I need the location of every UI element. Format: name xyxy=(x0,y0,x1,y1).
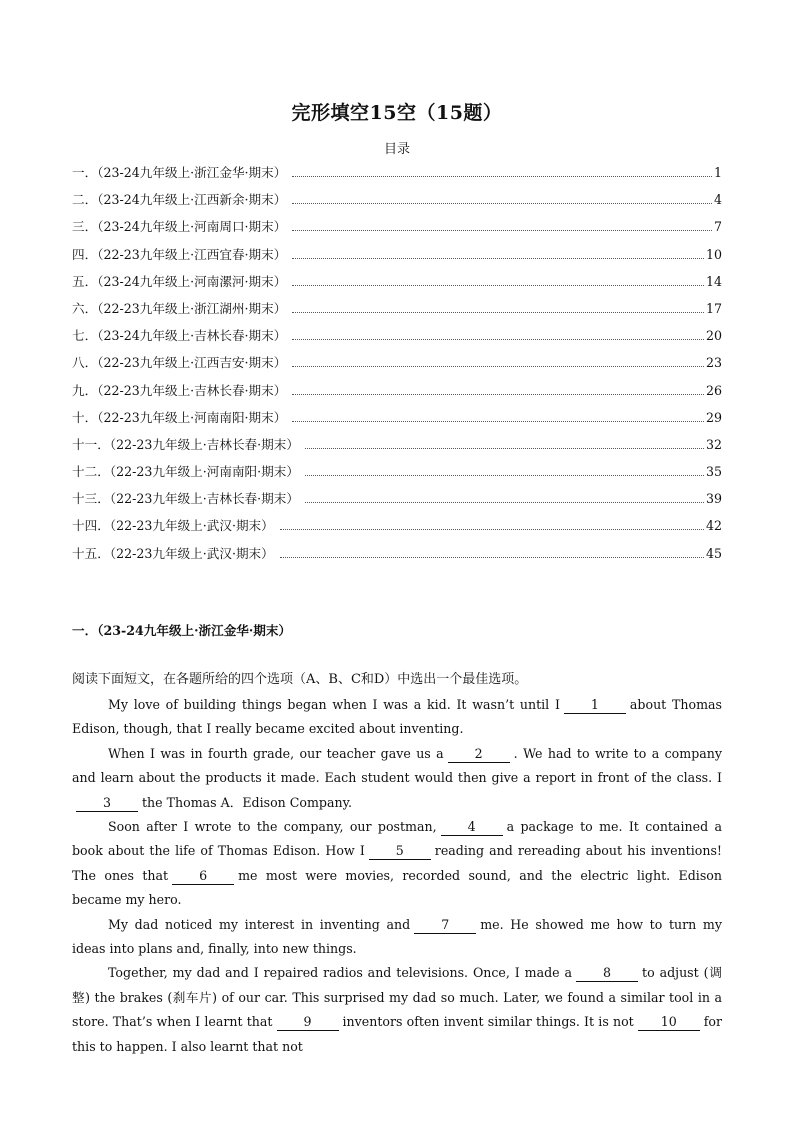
passage-paragraph xyxy=(72,693,722,742)
passage-text: When I was in fourth grade, our teacher gave us a xyxy=(108,745,444,761)
toc-entry-page: 35 xyxy=(705,464,722,480)
toc-entry-page: 45 xyxy=(705,545,722,561)
toc-leader-dots xyxy=(292,285,704,286)
page-title: 完形填空15空（15题） xyxy=(291,102,503,124)
cloze-passage xyxy=(72,693,722,1059)
passage-text: me. He showed me how to turn my ideas into plans and, finally, into new things. xyxy=(72,916,722,957)
passage-text: to adjust (调整) the brakes (刹车片) of our car. This surprised my dad so much. Later, we found a similar tool in a store. That’s when I learnt that xyxy=(72,965,722,1030)
toc-entry-page: 20 xyxy=(705,328,722,344)
toc-entry[interactable] xyxy=(72,515,722,542)
toc-entry[interactable] xyxy=(72,488,722,515)
toc-entry-label: 六．（22-23九年级上·浙江湖州·期末） xyxy=(72,300,287,316)
toc-entry-label: 十五．（22-23九年级上·武汉·期末） xyxy=(72,545,274,561)
toc-entry-page: 7 xyxy=(713,219,722,235)
cloze-blank[interactable]: 8 xyxy=(576,965,638,982)
toc-entry[interactable] xyxy=(72,407,722,434)
toc-leader-dots xyxy=(292,258,704,259)
passage-text: the Thomas A．Edison Company. xyxy=(142,794,353,810)
toc-heading: 目录 xyxy=(383,142,410,157)
cloze-blank[interactable]: 5 xyxy=(369,843,431,860)
toc-entry[interactable] xyxy=(72,380,722,407)
toc-entry-page: 29 xyxy=(705,409,722,425)
toc-entry[interactable] xyxy=(72,298,722,325)
toc-entry[interactable] xyxy=(72,461,722,488)
passage-text: My dad noticed my interest in inventing and xyxy=(108,916,411,932)
toc-entry-label: 四．（22-23九年级上·江西宜春·期末） xyxy=(72,246,287,262)
passage-text: inventors often invent similar things. It is not xyxy=(342,1014,634,1030)
passage-text: My love of building things began when I was a kid. It wasn’t until I xyxy=(108,697,560,712)
toc-leader-dots xyxy=(292,394,704,395)
toc-entry-page: 4 xyxy=(713,192,722,208)
toc-entry-label: 二．（23-24九年级上·江西新余·期末） xyxy=(72,192,287,208)
toc-leader-dots xyxy=(292,312,704,313)
toc-leader-dots xyxy=(292,203,712,204)
cloze-blank[interactable]: 1 xyxy=(564,697,626,714)
toc-entry-label: 十二．（22-23九年级上·河南南阳·期末） xyxy=(72,464,299,480)
passage-text: for this to happen. I also learnt that not xyxy=(72,1014,722,1054)
passage-text: Soon after I wrote to the company, our postman, xyxy=(108,819,437,835)
toc-entry-label: 十一．（22-23九年级上·吉林长春·期末） xyxy=(72,436,299,452)
table-of-contents xyxy=(72,162,722,570)
toc-entry[interactable] xyxy=(72,216,722,243)
passage-text: me most were movies, recorded sound, and the electric light. Edison became my hero. xyxy=(72,867,722,908)
toc-entry-page: 17 xyxy=(705,300,722,316)
toc-entry[interactable] xyxy=(72,325,722,352)
passage-paragraph xyxy=(72,742,722,815)
toc-entry-label: 三．（23-24九年级上·河南周口·期末） xyxy=(72,219,287,235)
toc-entry-page: 39 xyxy=(705,491,722,507)
toc-entry-page: 32 xyxy=(705,436,722,452)
toc-leader-dots xyxy=(292,421,704,422)
toc-entry-page: 14 xyxy=(705,273,722,289)
toc-entry-page: 10 xyxy=(705,246,722,262)
toc-entry-label: 十．（22-23九年级上·河南南阳·期末） xyxy=(72,409,287,425)
toc-entry[interactable] xyxy=(72,189,722,216)
toc-entry[interactable] xyxy=(72,543,722,570)
passage-text: a package to me. It contained a book about the life of Thomas Edison. How I xyxy=(72,819,723,859)
cloze-blank[interactable]: 7 xyxy=(414,917,476,934)
toc-entry-page: 26 xyxy=(705,382,722,398)
toc-entry-label: 七．（23-24九年级上·吉林长春·期末） xyxy=(72,328,287,344)
cloze-blank[interactable]: 3 xyxy=(76,795,138,812)
toc-leader-dots xyxy=(280,529,704,530)
toc-leader-dots xyxy=(305,502,704,503)
toc-entry[interactable] xyxy=(72,434,722,461)
toc-leader-dots xyxy=(292,176,712,177)
toc-entry-label: 一．（23-24九年级上·浙江金华·期末） xyxy=(72,165,287,180)
passage-paragraph xyxy=(72,913,722,962)
passage-text: . We had to write to a company and learn about the products it made. Each student would then give a report in front of the class. I xyxy=(72,745,722,786)
section-heading: 一．（23-24九年级上·浙江金华·期末） xyxy=(72,623,292,638)
toc-entry-page: 42 xyxy=(705,518,722,534)
cloze-blank[interactable]: 10 xyxy=(638,1014,700,1031)
toc-entry-page: 23 xyxy=(705,355,722,371)
toc-entry[interactable] xyxy=(72,352,722,379)
toc-entry-label: 九．（22-23九年级上·吉林长春·期末） xyxy=(72,382,287,398)
toc-entry[interactable] xyxy=(72,244,722,271)
toc-entry-label: 十四．（22-23九年级上·武汉·期末） xyxy=(72,518,274,534)
toc-entry-label: 五．（23-24九年级上·河南漯河·期末） xyxy=(72,273,287,289)
toc-leader-dots xyxy=(280,557,704,558)
passage-text: Together, my dad and I repaired radios and televisions. Once, I made a xyxy=(108,965,573,981)
passage-paragraph xyxy=(72,815,722,913)
toc-leader-dots xyxy=(292,339,704,340)
toc-leader-dots xyxy=(292,366,704,367)
instructions: 阅读下面短文，在各题所给的四个选项（A、B、C和D）中选出一个最佳选项。 xyxy=(72,672,528,687)
cloze-blank[interactable]: 9 xyxy=(277,1014,339,1031)
passage-text: reading and rereading about his inventions! The ones that xyxy=(72,843,722,883)
toc-entry[interactable] xyxy=(72,271,722,298)
cloze-blank[interactable]: 2 xyxy=(448,746,510,763)
toc-leader-dots xyxy=(305,448,704,449)
cloze-blank[interactable]: 4 xyxy=(441,819,503,836)
passage-text: about Thomas Edison, though, that I really became excited about inventing. xyxy=(72,697,722,737)
toc-entry-label: 十三．（22-23九年级上·吉林长春·期末） xyxy=(72,491,299,507)
cloze-blank[interactable]: 6 xyxy=(172,868,234,885)
toc-entry-label: 八．（22-23九年级上·江西吉安·期末） xyxy=(72,355,287,371)
toc-entry-page: 1 xyxy=(713,165,722,180)
passage-paragraph xyxy=(72,961,722,1059)
toc-leader-dots xyxy=(292,230,712,231)
toc-entry[interactable] xyxy=(72,162,722,189)
toc-leader-dots xyxy=(305,475,704,476)
